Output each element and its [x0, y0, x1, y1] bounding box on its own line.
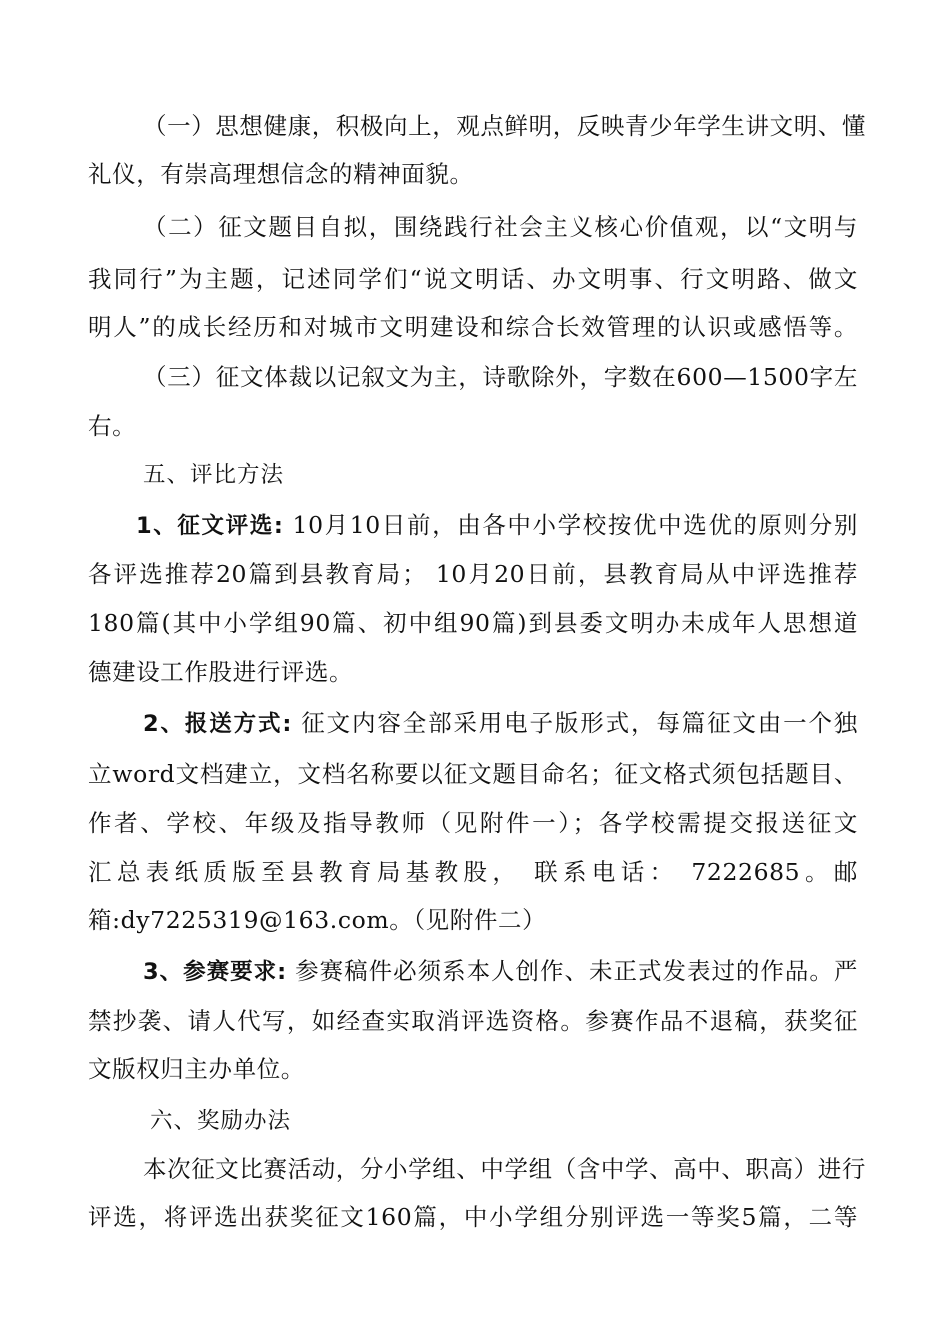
- sec5-item1-line3: 180篇(其中小学组90篇、初中组90篇)到县委文明办未成年人思想道: [88, 609, 858, 637]
- sec5-item2-label: 2、报送方式:: [143, 711, 292, 737]
- sec5-item1-label: 1、征文评选:: [136, 513, 284, 539]
- sec5-item3-line3: 文版权归主办单位。: [88, 1055, 305, 1083]
- sec5-item3-line1: [143, 955, 858, 988]
- sec5-item2-text: 征文内容全部采用电子版形式，每篇征文由一个独: [291, 709, 858, 737]
- sec5-item2-line2: 立word文档建立，文档名称要以征文题目命名；征文格式须包括题目、: [88, 760, 858, 788]
- sec5-item3-line2: 禁抄袭、请人代写，如经查实取消评选资格。参赛作品不退稿，获奖征: [88, 1007, 858, 1035]
- sec4-item2-line3: 明人”的成长经历和对城市文明建设和综合长效管理的认识或感悟等。: [88, 313, 858, 341]
- sec4-item2-line1: （二）征文题目自拟，围绕践行社会主义核心价值观，以“文明与: [143, 213, 858, 241]
- sec5-item1-line2: 各评选推荐20篇到县教育局； 10月20日前，县教育局从中评选推荐: [88, 560, 858, 588]
- sec4-item3-line2: 右。: [88, 412, 137, 440]
- sec6-para-line2: 评选，将评选出获奖征文160篇，中小学组分别评选一等奖5篇，二等: [88, 1203, 858, 1231]
- section-heading-evaluation: 五、评比方法: [143, 462, 285, 488]
- sec5-item1-text: 10月10日前，由各中小学校按优中选优的原则分别: [283, 511, 858, 539]
- sec5-item3-text: 参赛稿件必须系本人创作、未正式发表过的作品。严: [286, 957, 858, 985]
- sec5-item2-line4: 汇总表纸质版至县教育局基教股， 联系电话： 7222685。邮: [88, 858, 858, 886]
- sec5-item3-label: 3、参赛要求:: [143, 959, 287, 985]
- sec5-item1-line1: [136, 509, 858, 542]
- sec5-item2-line3: 作者、学校、年级及指导教师（见附件一）；各学校需提交报送征文: [88, 809, 858, 837]
- sec6-para-line1: 本次征文比赛活动，分小学组、中学组（含中学、高中、职高）进行: [143, 1155, 866, 1183]
- sec4-item2-line2: 我同行”为主题，记述同学们“说文明话、办文明事、行文明路、做文: [88, 265, 858, 293]
- sec5-item2-line1: [143, 707, 858, 740]
- sec4-item1-line1: （一）思想健康，积极向上，观点鲜明，反映青少年学生讲文明、懂: [143, 112, 866, 140]
- sec5-item2-line5: 箱:dy7225319@163.com。（见附件二）: [88, 906, 547, 934]
- sec5-item1-line4: 德建设工作股进行评选。: [88, 658, 354, 686]
- section-heading-rewards: 六、奖励办法: [150, 1108, 292, 1134]
- sec4-item3-line1: （三）征文体裁以记叙文为主，诗歌除外，字数在600—1500字左: [143, 363, 858, 391]
- sec4-item1-line2: 礼仪，有崇高理想信念的精神面貌。: [88, 160, 474, 188]
